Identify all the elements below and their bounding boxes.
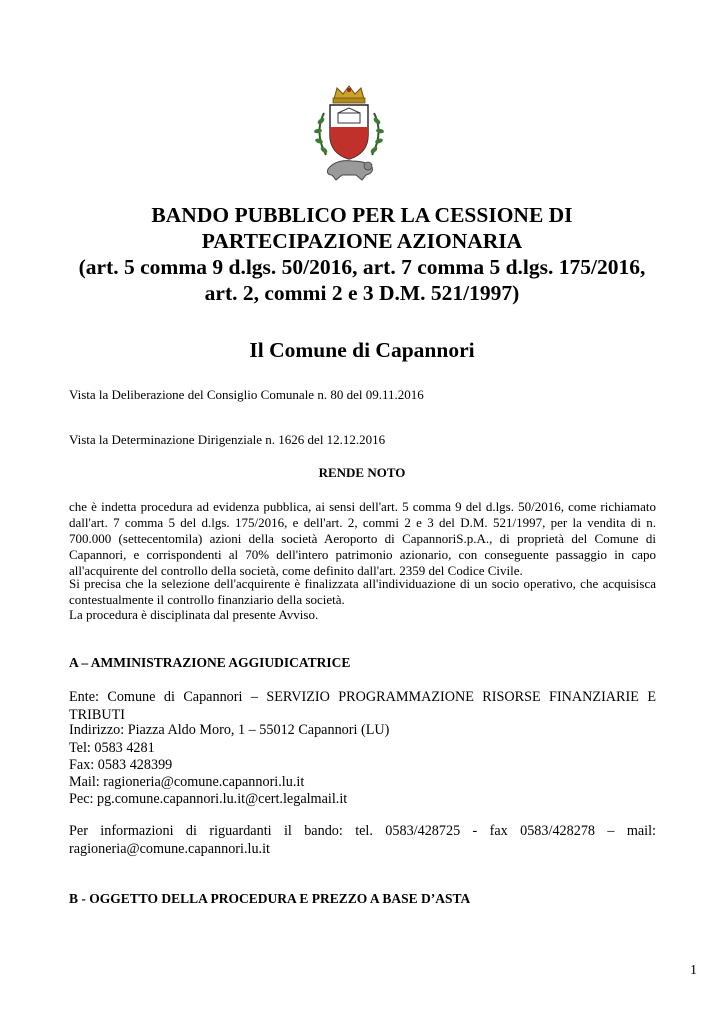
ente-line: Ente: Comune di Capannori – SERVIZIO PROGRAMMAZIONE RISORSE FINANZIARIE E TRIBUTI (69, 689, 656, 723)
municipal-coat-of-arms-icon (306, 83, 392, 183)
title-line: (art. 5 comma 9 d.lgs. 50/2016, art. 7 comma 5 d.lgs. 175/2016, (78, 255, 646, 279)
body-paragraph: La procedura è disciplinata dal presente Avviso. (69, 607, 319, 622)
rende-noto-heading: RENDE NOTO (318, 465, 406, 480)
info-line: Per informazioni di riguardanti il bando: tel. 0583/428725 - fax 0583/428278 – mail: ragioneria@comune.capannori.lu.it (69, 823, 656, 857)
mail-line: Mail: ragioneria@comune.capannori.lu.it (69, 774, 305, 790)
vista-deliberazione: Vista la Deliberazione del Consiglio Comunale n. 80 del 09.11.2016 (69, 387, 424, 402)
section-b-heading: B - OGGETTO DELLA PROCEDURA E PREZZO A BASE D’ASTA (69, 891, 471, 906)
document-subtitle: Il Comune di Capannori (249, 338, 475, 362)
body-paragraph: Si precisa che la selezione dell'acquirente è finalizzata all'individuazione di un socio operativo, che acquisisca contestualmente il controllo finanziario della società. (69, 576, 656, 607)
document-title (40, 202, 684, 306)
page-number: 1 (690, 963, 697, 978)
title-line: BANDO PUBBLICO PER LA CESSIONE DI (151, 203, 573, 227)
title-line: art. 2, commi 2 e 3 D.M. 521/1997) (204, 281, 520, 305)
indirizzo-line: Indirizzo: Piazza Aldo Moro, 1 – 55012 Capannori (LU) (69, 722, 390, 738)
body-paragraph: che è indetta procedura ad evidenza pubblica, ai sensi dell'art. 5 comma 9 del d.lgs. 50/2016, come richiamato dall'art. 7 comma 5 del d.lgs. 175/2016, e dell'art. 2, commi 2 e 3 del D.M. 521/1997, per la vendita di n. 700.000 (settecentomila) azioni della società Aeroporto di CapannoriS.p.A., di proprietà del Comune di Capannori, e corrispondenti al 70% dell'intero patrimonio azionario, con conseguente passaggio in capo all'acquirente del controllo della società, come definito dall'art. 2359 del Codice Civile. (69, 499, 656, 578)
fax-line: Fax: 0583 428399 (69, 757, 173, 773)
section-a-heading: A – AMMINISTRAZIONE AGGIUDICATRICE (69, 655, 351, 670)
vista-determinazione: Vista la Determinazione Dirigenziale n. 1626 del 12.12.2016 (69, 432, 386, 447)
pec-line: Pec: pg.comune.capannori.lu.it@cert.legalmail.it (69, 791, 348, 807)
tel-line: Tel: 0583 4281 (69, 740, 155, 756)
title-line: PARTECIPAZIONE AZIONARIA (201, 229, 523, 253)
